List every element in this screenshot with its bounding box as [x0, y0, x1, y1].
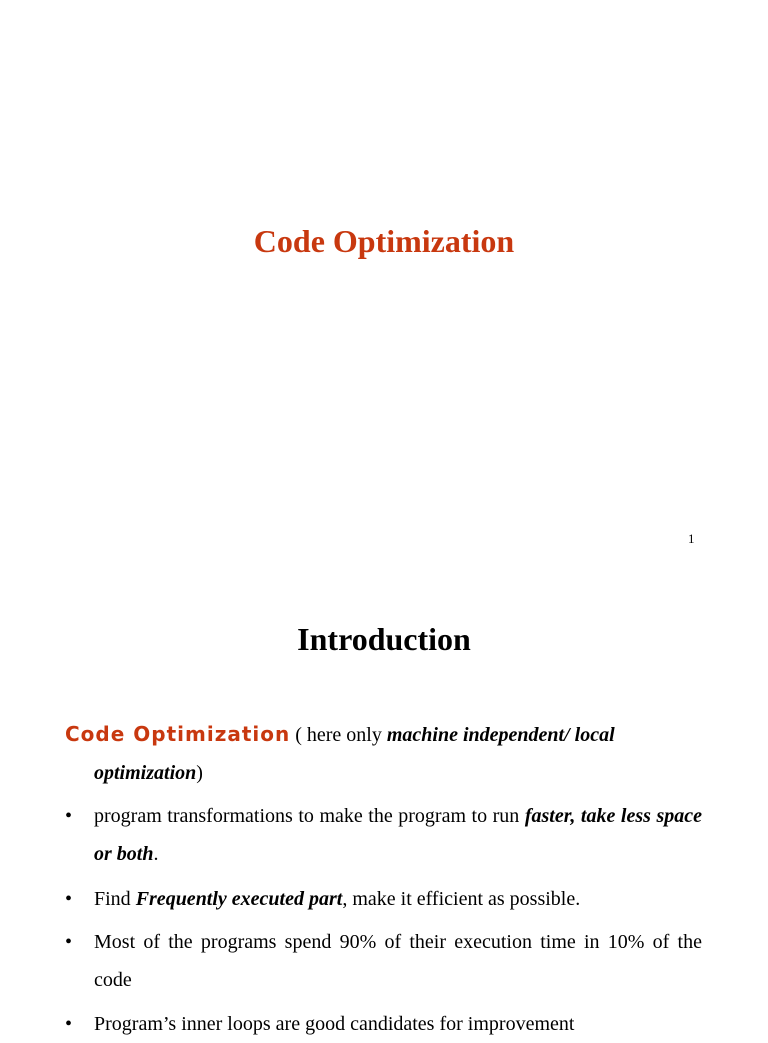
lead-term: Code Optimization: [65, 722, 291, 746]
intro-heading: Introduction: [297, 621, 471, 657]
bullet-text: [94, 797, 702, 873]
bullet-marker: •: [65, 805, 73, 827]
lead-emphasis-1: machine independent/ local: [386, 724, 615, 746]
bullet-item: [65, 1005, 702, 1043]
bullet-marker: •: [65, 931, 73, 953]
bullet-text: Most of the programs spend 90% of their execution time in 10% of the code: [94, 931, 702, 991]
bullet-item: [65, 797, 702, 873]
bullet-text: Program’s inner loops are good candidates for improvement: [94, 1013, 575, 1035]
bullet-text-part: Find: [94, 888, 136, 910]
bullet-item: [65, 880, 702, 918]
bullet-emphasis: space or both: [94, 805, 702, 865]
bullet-text-part: program transformations to make the program to run: [94, 805, 525, 827]
lead-close: ): [196, 762, 203, 784]
page-number: 1: [688, 531, 695, 546]
slide-title: Code Optimization: [253, 223, 515, 259]
bullet-emphasis: Frequently executed part: [135, 888, 343, 910]
bullet-item: [65, 923, 702, 999]
bullet-emphasis: faster, take less: [524, 805, 651, 827]
lead-emphasis-2: optimization: [94, 762, 197, 784]
bullet-text-part: , make it efficient as possible.: [342, 888, 581, 910]
bullet-marker: •: [65, 888, 73, 910]
lead-continuation: [65, 754, 702, 792]
bullet-text-part: .: [153, 843, 159, 865]
bullet-text: [94, 880, 702, 918]
bullet-marker: •: [65, 1013, 73, 1035]
lead-paragraph: [65, 715, 702, 792]
lead-open: ( here only: [295, 724, 387, 746]
